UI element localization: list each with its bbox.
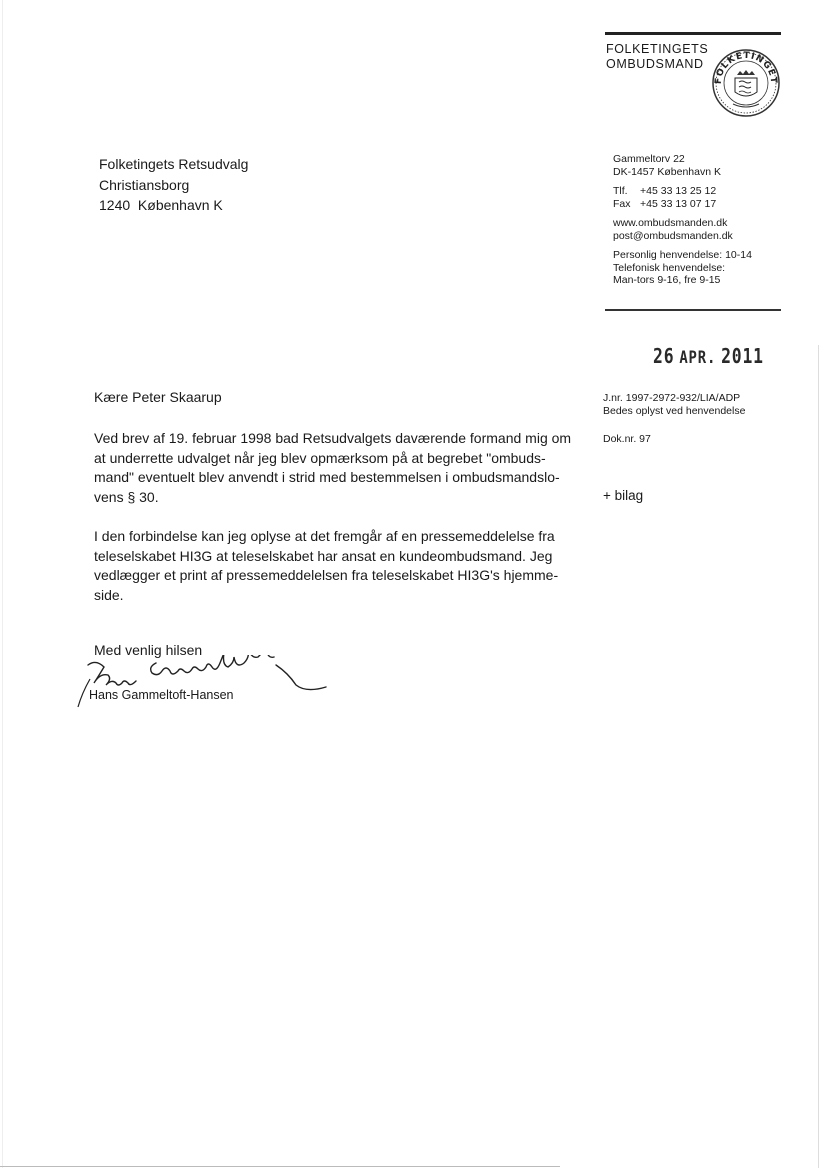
hours-phone: Man-tors 9-16, fre 9-15 — [613, 274, 721, 286]
hours-personal: Personlig henvendelse: 10-14 — [613, 249, 752, 261]
contact-city: DK-1457 København K — [613, 165, 721, 178]
svg-text:FOLKETINGET — [714, 51, 778, 85]
date-stamp — [653, 344, 764, 368]
fax-label: Fax — [613, 197, 631, 210]
parliament-seal-icon — [711, 48, 781, 118]
paragraph-1 — [94, 429, 574, 507]
fax-number: +45 33 13 07 17 — [640, 197, 717, 210]
contact-street: Gammeltorv 22 — [613, 153, 685, 165]
organization-name — [606, 42, 708, 72]
phone-label: Tlf. — [613, 185, 628, 197]
paragraph-1-line: Ved brev af 19. februar 1998 bad Retsudvalgets daværende formand mig om — [94, 430, 572, 446]
paragraph-2-line: vedlægger et print af pressemeddelelsen fra teleselskabet HI3G's hjemme- — [94, 567, 559, 583]
stamp-month: APR. — [679, 348, 717, 368]
recipient-line-3: 1240 København K — [99, 197, 223, 213]
salutation: Kære Peter Skaarup — [94, 389, 222, 405]
attachment-note: + bilag — [603, 488, 644, 503]
reference-note: Bedes oplyst ved henvendelse — [603, 404, 746, 417]
phone-number: +45 33 13 25 12 — [640, 185, 717, 197]
signer-name: Hans Gammeltoft-Hansen — [89, 688, 234, 702]
journal-number: J.nr. 1997-2972-932/LIA/ADP — [603, 392, 741, 404]
contact-rule — [605, 309, 781, 311]
paragraph-2-line: teleselskabet HI3G at teleselskabet har ansat en kundeombudsmand. Jeg — [94, 547, 553, 564]
letterhead-rule — [605, 32, 781, 35]
recipient-address — [99, 154, 248, 216]
stamp-day: 26 — [653, 344, 675, 368]
paragraph-2-line: side. — [94, 586, 124, 603]
org-line-1: FOLKETINGETS — [606, 42, 709, 56]
recipient-line-2: Christiansborg — [99, 176, 190, 193]
org-line-2: OMBUDSMAND — [606, 57, 704, 71]
paragraph-1-line: at underrette udvalget når jeg blev opmærksom på at begrebet "ombuds- — [94, 449, 546, 466]
website-link[interactable]: www.ombudsmanden.dk — [613, 217, 728, 229]
document-number: Dok.nr. 97 — [603, 433, 651, 445]
closing: Med venlig hilsen — [94, 642, 203, 658]
paragraph-1-line: mand" eventuelt blev anvendt i strid med bestemmelsen i ombudsmandslo- — [94, 469, 560, 485]
email-link[interactable]: post@ombudsmanden.dk — [613, 229, 733, 242]
paragraph-2-line: I den forbindelse kan jeg oplyse at det fremgår af en pressemeddelelse fra — [94, 528, 555, 544]
scan-edge-right — [818, 345, 819, 1168]
contact-block — [613, 153, 752, 294]
seal-text: FOLKETINGET — [713, 50, 779, 85]
letter-body — [94, 429, 574, 625]
recipient-line-1: Folketingets Retsudvalg — [99, 156, 249, 172]
paragraph-2 — [94, 527, 574, 605]
scan-edge-left — [2, 0, 3, 1168]
stamp-year: 2011 — [721, 344, 764, 368]
scan-edge-bottom — [0, 1166, 560, 1167]
paragraph-1-line: vens § 30. — [94, 488, 159, 505]
reference-block — [603, 392, 745, 417]
hours-phone-label: Telefonisk henvendelse: — [613, 261, 726, 274]
